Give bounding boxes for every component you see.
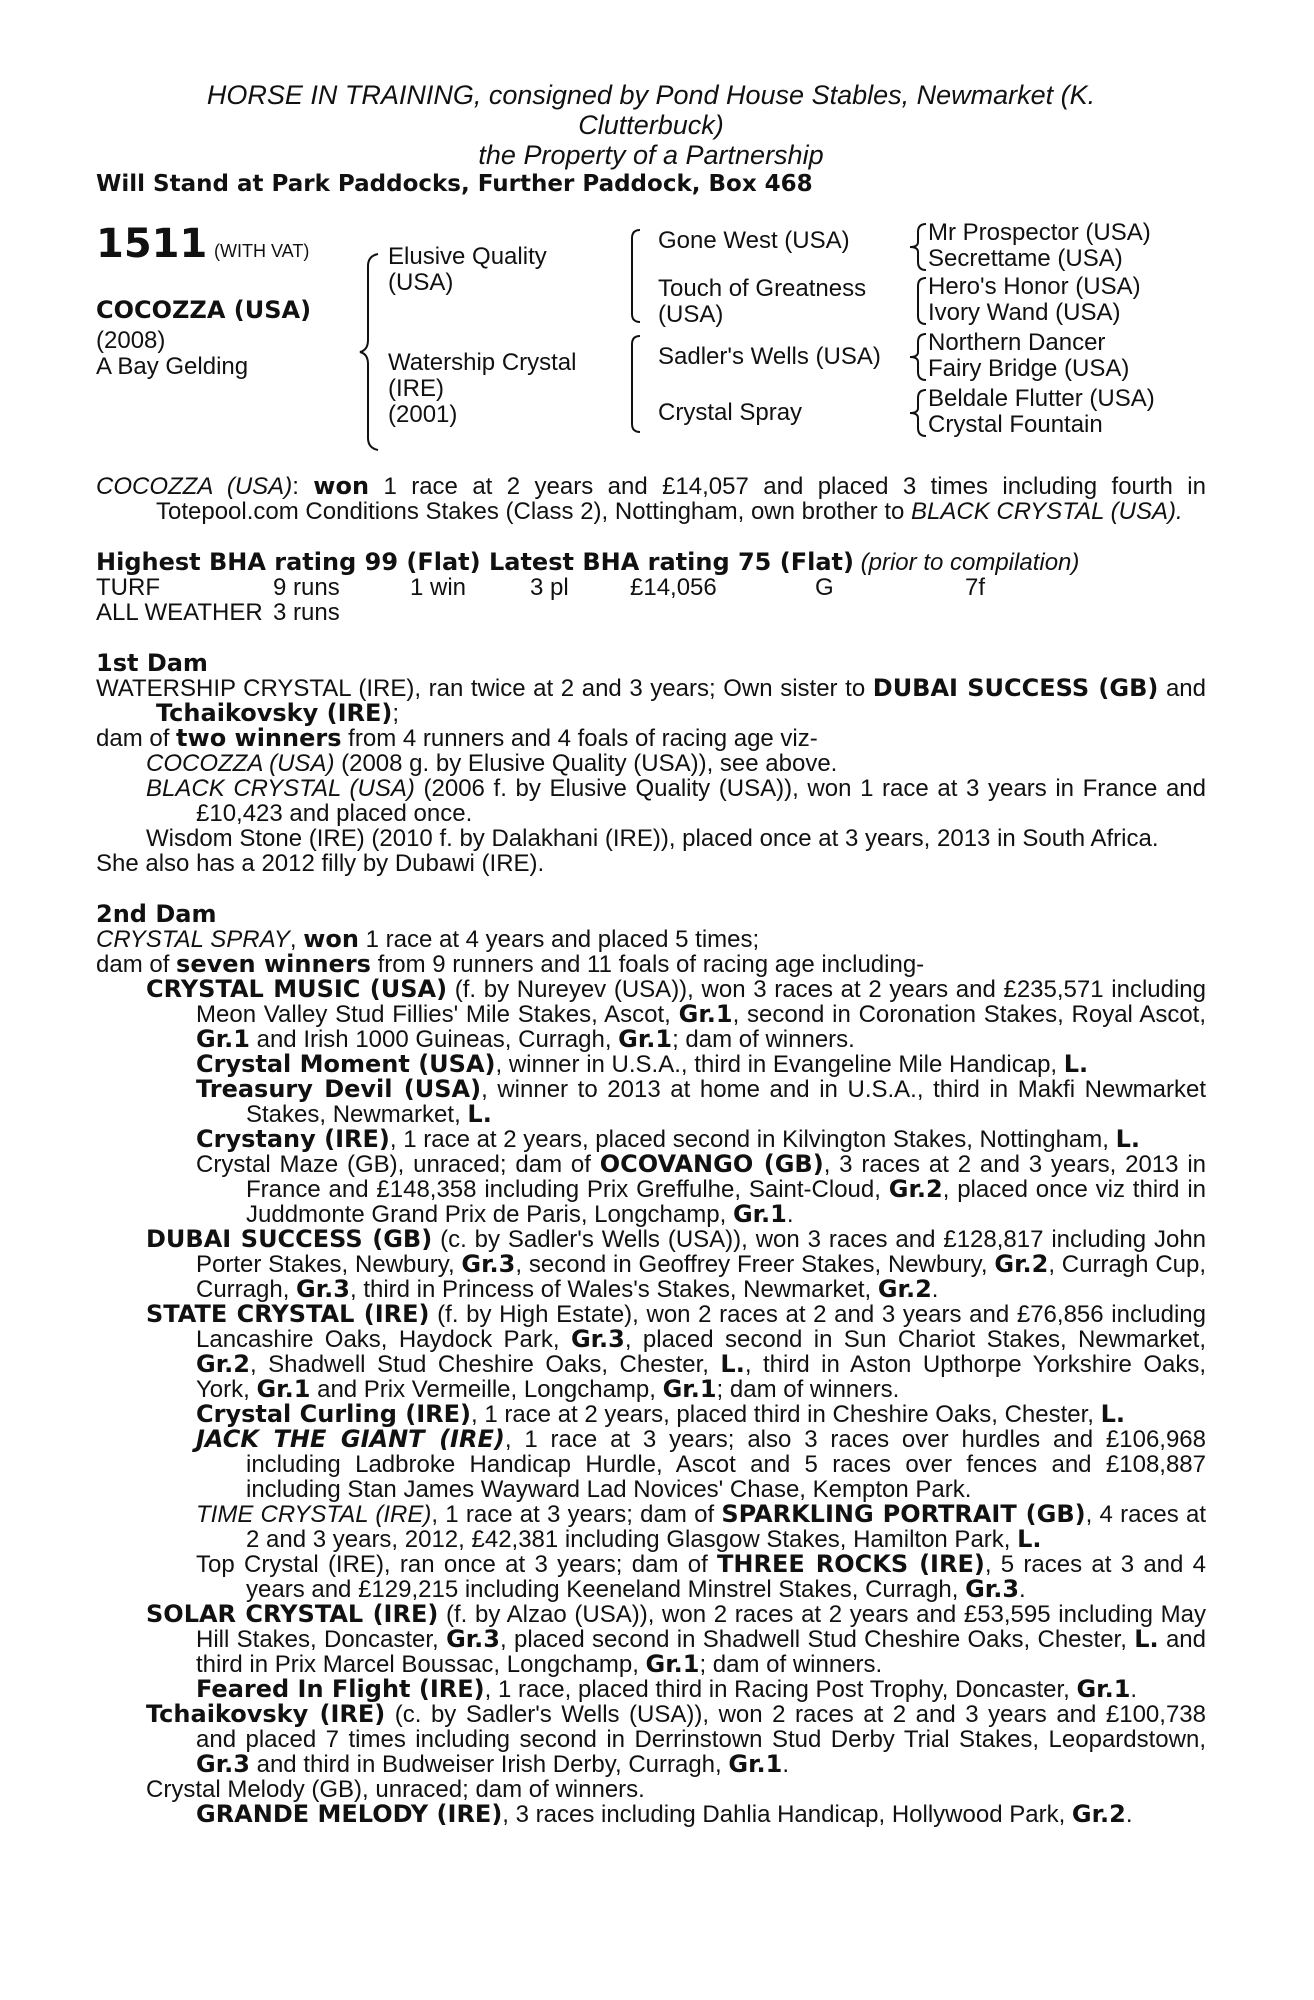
produce-entry: Top Crystal (IRE), ran once at 3 years; dam of THREE ROCKS (IRE), 5 races at 3 and 4 years and £129,215 including Keeneland Minstrel Stakes, Curragh, Gr.3. [196,1550,1206,1603]
sire-dam-dam: Ivory Wand (USA) [928,299,1121,326]
first-dam-heading: 1st Dam [96,649,208,677]
sd-brace [906,276,930,326]
table-row: TURF 9 runs 1 win 3 pl £14,056 G 7f [96,574,986,601]
dam-name: Watership Crystal [388,349,577,376]
horse-name: COCOZZA (USA) [96,296,312,324]
produce-entry: GRANDE MELODY (IRE), 3 races including Dahlia Handicap, Hollywood Park, Gr.2. [196,1800,1133,1828]
horse-summary: COCOZZA (USA): won 1 race at 2 years and £14,057 and placed 3 times including fourth in Totepool.com Conditions Stakes (Class 2), Nottingham, own brother to BLACK CRYSTAL (USA). [96,472,1206,525]
produce-entry: CRYSTAL MUSIC (USA) (f. by Nureyev (USA)), won 3 races at 2 years and £235,571 including Meon Valley Stud Fillies' Mile Stakes, Ascot, Gr.1, second in Coronation Stakes, Royal Ascot, Gr.1 and Irish 1000 Guineas, Curragh, Gr.1; dam of winners. [146,975,1207,1053]
sire-dam: Touch of Greatness [658,275,867,302]
summary-name: COCOZZA (USA) [96,473,293,500]
rating-text: Highest BHA rating 99 (Flat) Latest BHA rating 75 (Flat) [96,548,854,576]
dam-dam: Crystal Spray [658,399,803,426]
produce-entry: Crystal Curling (IRE), 1 race at 2 years, placed third in Cheshire Oaks, Chester, L. [196,1400,1126,1428]
catalogue-page [96,80,1206,1827]
pedigree-block [96,219,1206,452]
first-dam-produce-line: dam of two winners from 4 runners and 4 foals of racing age viz- [96,724,818,752]
summary-text: 1 race at 2 years and £14,057 and placed 3 times including fourth in Totepool.com Conditions Stakes (Class 2), Nottingham, own brother to [156,473,1206,525]
produce-entry: JACK THE GIANT (IRE), 1 race at 3 years; also 3 races over hurdles and £106,968 including Ladbroke Handicap Hurdle, Ascot and 5 races over fences and £108,887 including Stan James Wayward Lad Novices' Chase, Kempton Park. [196,1425,1206,1503]
stand-line: Will Stand at Park Paddocks, Further Paddock, Box 468 [96,171,813,197]
summary-won: won [313,472,370,500]
property-line: the Property of a Partnership [478,140,824,170]
race-record-table [96,575,985,625]
produce-entry: Crystany (IRE), 1 race at 2 years, placed second in Kilvington Stakes, Nottingham, L. [196,1125,1141,1153]
rating-note: (prior to compilation) [860,549,1080,576]
produce-entry: Crystal Melody (GB), unraced; dam of winners. [146,1776,645,1803]
horse-description: A Bay Gelding [96,353,249,380]
consignor-line: HORSE IN TRAINING, consigned by Pond House Stables, Newmarket (K. [206,80,1096,110]
summary-brother: BLACK CRYSTAL (USA). [911,498,1183,525]
second-dam-line: CRYSTAL SPRAY, won 1 race at 4 years and placed 5 times; [96,925,760,953]
sire-sire: Gone West (USA) [658,227,850,254]
sire-sire-sire: Mr Prospector (USA) [928,219,1151,246]
sire-country: (USA) [388,269,454,296]
produce-entry: TIME CRYSTAL (IRE), 1 race at 3 years; dam of SPARKLING PORTRAIT (GB), 4 races at 2 and 3 years, 2012, £42,381 including Glasgow Stakes, Hamilton Park, L. [196,1500,1207,1553]
dam-dam-sire: Beldale Flutter (USA) [928,385,1155,412]
rating-line [96,550,1206,575]
horse-year: (2008) [96,327,166,354]
lot-number: 1511 [96,221,208,267]
consignor-line-2: Clutterbuck) [578,110,724,140]
produce-entry: SOLAR CRYSTAL (IRE) (f. by Alzao (USA)), won 2 races at 2 years and £53,595 including May Hill Stakes, Doncaster, Gr.3, placed second in Shadwell Stud Cheshire Oaks, Chester, L. and third in Prix Marcel Boussac, Longchamp, Gr.1; dam of winners. [146,1600,1206,1678]
ds-brace [906,332,930,382]
first-dam-note: She also has a 2012 filly by Dubawi (IRE). [96,850,545,877]
produce-entry: DUBAI SUCCESS (GB) (c. by Sadler's Wells (USA)), won 3 races and £128,817 including John Porter Stakes, Newbury, Gr.3, second in Geoffrey Freer Stakes, Newbury, Gr.2, Curragh Cup, Curragh, Gr.3, third in Princess of Wales's Stakes, Newmarket, Gr.2. [146,1225,1207,1303]
dam-dam-dam: Crystal Fountain [928,411,1103,438]
produce-entry: Feared In Flight (IRE), 1 race, placed third in Racing Post Trophy, Doncaster, Gr.1. [196,1675,1138,1703]
produce-entry: Tchaikovsky (IRE) (c. by Sadler's Wells (USA)), won 2 races at 2 and 3 years and £100,738 and placed 7 times including second in Derrinstown Stud Derby Trial Stakes, Leopardstown, Gr.3 and third in Budweiser Irish Derby, Curragh, Gr.1. [146,1700,1206,1778]
produce-entry: BLACK CRYSTAL (USA) (2006 f. by Elusive Quality (USA)), won 1 race at 3 years in France and £10,423 and placed once. [146,775,1206,827]
sire-name: Elusive Quality [388,243,547,270]
produce-entry: COCOZZA (USA) (2008 g. by Elusive Quality (USA)), see above. [146,750,838,777]
produce-entry: Treasury Devil (USA), winner to 2013 at home and in U.S.A., third in Makfi Newmarket Stakes, Newmarket, L. [196,1075,1207,1128]
sire-dam-sire: Hero's Honor (USA) [928,273,1141,300]
vat-note: (WITH VAT) [214,241,310,261]
dam-sire-dam: Fairy Bridge (USA) [928,355,1130,382]
second-dam-heading: 2nd Dam [96,900,217,928]
first-dam-line: WATERSHIP CRYSTAL (IRE), ran twice at 2 and 3 years; Own sister to DUBAI SUCCESS (GB) and Tchaikovsky (IRE); [96,674,1206,727]
sire-dam-country: (USA) [658,301,724,328]
dam-sire: Sadler's Wells (USA) [658,343,881,370]
sire-sire-dam: Secrettame (USA) [928,245,1123,272]
table-row: ALL WEATHER 3 runs [96,599,340,626]
produce-entry: Crystal Moment (USA), winner in U.S.A., third in Evangeline Mile Handicap, L. [196,1050,1089,1078]
dam-brace [628,334,642,434]
dam-country: (IRE) [388,375,444,402]
produce-entry: STATE CRYSTAL (IRE) (f. by High Estate), won 2 races at 2 and 3 years and £76,856 including Lancashire Oaks, Haydock Park, Gr.3, placed second in Sun Chariot Stakes, Newmarket, Gr.2, Shadwell Stud Cheshire Oaks, Chester, L., third in Aston Upthorpe Yorkshire Oaks, York, Gr.1 and Prix Vermeille, Longchamp, Gr.1; dam of winners. [146,1300,1207,1403]
second-dam-produce [96,977,1206,1827]
dd-brace [906,388,930,438]
dam-year: (2001) [388,401,458,428]
sire-brace [628,228,642,324]
pedigree-brace [358,252,382,452]
second-dam-produce-line: dam of seven winners from 9 runners and 11 foals of racing age including- [96,950,925,978]
produce-entry: Wisdom Stone (IRE) (2010 f. by Dalakhani (IRE)), placed once at 3 years, 2013 in South Africa. [146,825,1159,852]
dam-sire-sire: Northern Dancer [928,329,1106,356]
ss-brace [906,222,930,272]
produce-entry: Crystal Maze (GB), unraced; dam of OCOVANGO (GB), 3 races at 2 and 3 years, 2013 in France and £148,358 including Prix Greffulhe, Saint-Cloud, Gr.2, placed once viz third in Juddmonte Grand Prix de Paris, Longchamp, Gr.1. [196,1150,1207,1228]
